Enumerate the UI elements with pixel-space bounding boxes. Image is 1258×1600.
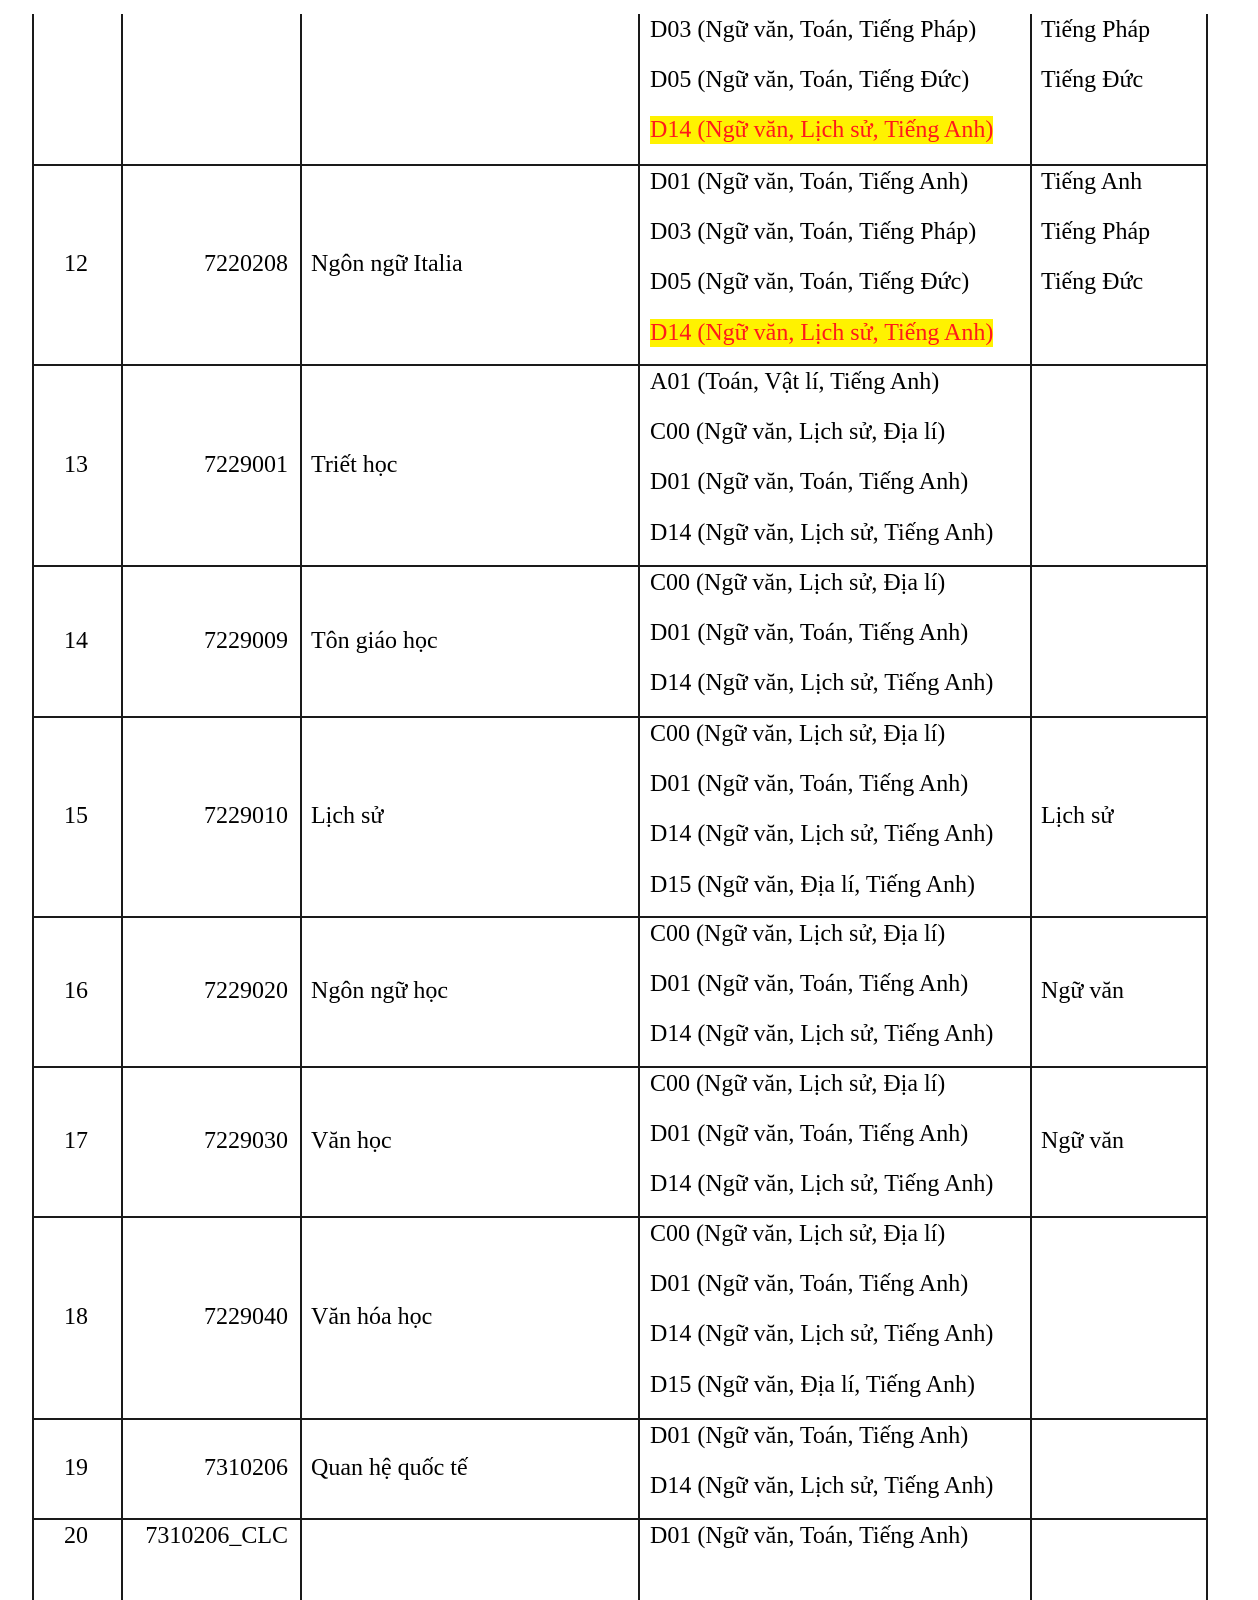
- program-name: Triết học: [311, 451, 398, 478]
- subject-combo: D14 (Ngữ văn, Lịch sử, Tiếng Anh): [650, 821, 994, 848]
- subject-combo: D14 (Ngữ văn, Lịch sử, Tiếng Anh): [650, 1171, 994, 1198]
- subject-combo-highlighted: D14 (Ngữ văn, Lịch sử, Tiếng Anh): [650, 319, 994, 346]
- priority-subject: Tiếng Đức: [1041, 67, 1144, 94]
- priority-subject: Ngữ văn: [1041, 1128, 1124, 1154]
- subject-combo: D14 (Ngữ văn, Lịch sử, Tiếng Anh): [650, 1321, 994, 1348]
- column-divider: [1030, 14, 1032, 1600]
- program-name: Văn hóa học: [311, 1304, 433, 1330]
- priority-subject: Tiếng Pháp: [1041, 219, 1151, 246]
- subject-combo: C00 (Ngữ văn, Lịch sử, Địa lí): [650, 570, 946, 596]
- program-name: Ngôn ngữ học: [311, 978, 448, 1004]
- program-name: Quan hệ quốc tế: [311, 1455, 468, 1481]
- subject-combo: D14 (Ngữ văn, Lịch sử, Tiếng Anh): [650, 670, 994, 697]
- priority-subject: Lịch sử: [1041, 803, 1114, 829]
- program-code: 7310206_CLC: [145, 1523, 288, 1549]
- subject-combo: D01 (Ngữ văn, Toán, Tiếng Anh): [650, 1271, 969, 1298]
- subject-combo: D01 (Ngữ văn, Toán, Tiếng Anh): [650, 620, 969, 647]
- row-divider: [32, 916, 1208, 918]
- column-divider: [300, 14, 302, 1600]
- subject-combo: A01 (Toán, Vật lí, Tiếng Anh): [650, 369, 940, 395]
- program-name: Ngôn ngữ Italia: [311, 251, 463, 277]
- program-code: 7220208: [204, 251, 288, 277]
- row-number: 12: [64, 251, 88, 277]
- subject-combo: D01 (Ngữ văn, Toán, Tiếng Anh): [650, 771, 969, 798]
- subject-combo: D15 (Ngữ văn, Địa lí, Tiếng Anh): [650, 871, 976, 898]
- subject-combo: C00 (Ngữ văn, Lịch sử, Địa lí): [650, 921, 946, 947]
- subject-combo: D01 (Ngữ văn, Toán, Tiếng Anh): [650, 1121, 969, 1148]
- subject-combo: D03 (Ngữ văn, Toán, Tiếng Pháp): [650, 17, 977, 43]
- row-number: 20: [64, 1523, 88, 1549]
- subject-combo: D15 (Ngữ văn, Địa lí, Tiếng Anh): [650, 1371, 976, 1398]
- program-code: 7229020: [204, 978, 288, 1004]
- subject-combo: D03 (Ngữ văn, Toán, Tiếng Pháp): [650, 219, 977, 246]
- row-divider: [32, 1418, 1208, 1420]
- column-divider: [638, 14, 640, 1600]
- subject-combo: D05 (Ngữ văn, Toán, Tiếng Đức): [650, 269, 970, 296]
- row-number: 17: [64, 1128, 88, 1154]
- row-divider: [32, 1216, 1208, 1218]
- subject-combo: C00 (Ngữ văn, Lịch sử, Địa lí): [650, 1071, 946, 1097]
- row-number: 19: [64, 1455, 88, 1481]
- subject-combo: D05 (Ngữ văn, Toán, Tiếng Đức): [650, 67, 970, 94]
- row-divider: [32, 716, 1208, 718]
- program-name: Lịch sử: [311, 803, 384, 829]
- row-number: 13: [64, 451, 88, 478]
- priority-subject: Ngữ văn: [1041, 978, 1124, 1004]
- priority-subject: Tiếng Đức: [1041, 269, 1144, 296]
- program-name: Tôn giáo học: [311, 627, 438, 654]
- subject-combo: D14 (Ngữ văn, Lịch sử, Tiếng Anh): [650, 519, 994, 546]
- program-code: 7229010: [204, 803, 288, 829]
- subject-combo: D14 (Ngữ văn, Lịch sử, Tiếng Anh): [650, 1021, 994, 1048]
- subject-combo: D01 (Ngữ văn, Toán, Tiếng Anh): [650, 971, 969, 998]
- priority-subject: Tiếng Anh: [1041, 169, 1143, 195]
- row-divider: [32, 1066, 1208, 1068]
- program-name: Văn học: [311, 1128, 392, 1154]
- column-divider: [121, 14, 123, 1600]
- program-code: 7229040: [204, 1304, 288, 1330]
- row-divider: [32, 565, 1208, 567]
- subject-combo: D14 (Ngữ văn, Lịch sử, Tiếng Anh): [650, 1473, 994, 1500]
- subject-combo: C00 (Ngữ văn, Lịch sử, Địa lí): [650, 721, 946, 747]
- subject-combo: D01 (Ngữ văn, Toán, Tiếng Anh): [650, 1523, 969, 1549]
- row-divider: [32, 364, 1208, 366]
- subject-combo: D01 (Ngữ văn, Toán, Tiếng Anh): [650, 169, 969, 195]
- row-divider: [32, 1518, 1208, 1520]
- program-code: 7229030: [204, 1128, 288, 1154]
- program-code: 7310206: [204, 1455, 288, 1481]
- column-divider: [32, 14, 34, 1600]
- subject-combo: C00 (Ngữ văn, Lịch sử, Địa lí): [650, 1221, 946, 1247]
- row-number: 14: [64, 627, 88, 654]
- subject-combo: D01 (Ngữ văn, Toán, Tiếng Anh): [650, 1423, 969, 1449]
- row-number: 18: [64, 1304, 88, 1330]
- subject-combo: D01 (Ngữ văn, Toán, Tiếng Anh): [650, 469, 969, 496]
- row-number: 15: [64, 803, 88, 829]
- subject-combo: C00 (Ngữ văn, Lịch sử, Địa lí): [650, 419, 946, 446]
- row-number: 16: [64, 978, 88, 1004]
- program-code: 7229001: [204, 451, 288, 478]
- subject-combo-highlighted: D14 (Ngữ văn, Lịch sử, Tiếng Anh): [650, 117, 994, 144]
- program-code: 7229009: [204, 627, 288, 654]
- column-divider: [1206, 14, 1208, 1600]
- priority-subject: Tiếng Pháp: [1041, 17, 1151, 43]
- row-divider: [32, 164, 1208, 166]
